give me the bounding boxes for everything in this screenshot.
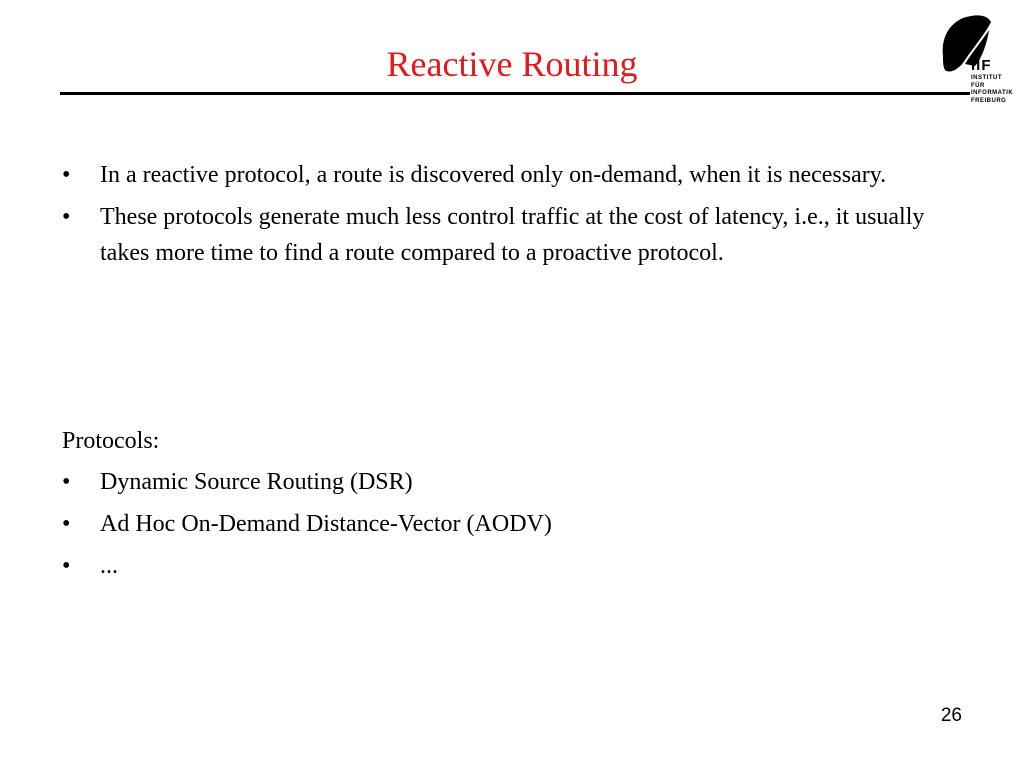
title-divider <box>60 92 970 95</box>
logo-caption <box>971 75 1017 105</box>
slide-title: Reactive Routing <box>386 44 638 84</box>
bullet-item: • Dynamic Source Routing (DSR) <box>62 464 942 500</box>
protocols-label: Protocols: <box>62 428 160 454</box>
protocol-bullet-list <box>62 464 942 584</box>
page-number: 26 <box>940 705 962 726</box>
bullet-item: • ... <box>62 548 942 584</box>
institute-logo <box>935 8 1017 104</box>
logo-caption-line: INFORMATIK <box>971 90 1014 96</box>
bullet-item: • Ad Hoc On-Demand Distance-Vector (AODV) <box>62 506 942 542</box>
logo-caption-line: FREIBURG <box>971 97 1007 104</box>
logo-acronym: IIF <box>971 57 992 74</box>
intro-bullet-list <box>62 157 942 271</box>
bullet-item: • These protocols generate much less control traffic at the cost of latency, i.e., it usually takes more time to find a route compared to a proactive protocol. <box>62 199 942 271</box>
bullet-item: • In a reactive protocol, a route is discovered only on-demand, when it is necessary. <box>62 157 942 193</box>
logo-caption-line: INSTITUT FÜR <box>971 75 1002 89</box>
